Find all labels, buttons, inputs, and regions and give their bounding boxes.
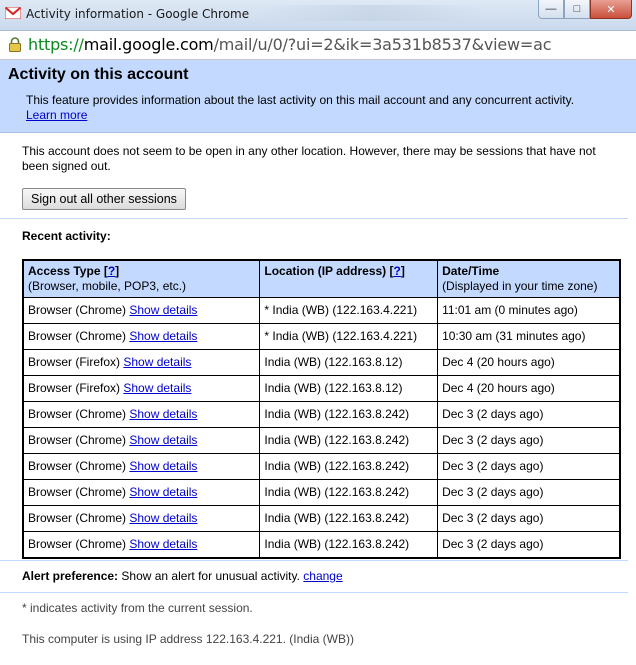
- show-details-link[interactable]: Show details: [129, 459, 198, 473]
- location-header: [260, 260, 438, 298]
- access-type-cell: [23, 324, 260, 350]
- show-details-link[interactable]: Show details: [129, 303, 198, 317]
- datetime-header-label: Date/Time: [442, 264, 500, 278]
- datetime-cell: Dec 3 (2 days ago): [438, 402, 620, 428]
- activity-rows: [23, 298, 620, 559]
- access-type-text: Browser (Firefox): [28, 355, 121, 369]
- location-cell: India (WB) (122.163.8.242): [260, 506, 438, 532]
- url-text[interactable]: [28, 35, 551, 54]
- access-type-cell: [23, 298, 260, 324]
- show-details-link[interactable]: Show details: [129, 329, 198, 343]
- show-details-link[interactable]: Show details: [123, 381, 192, 395]
- location-cell: India (WB) (122.163.8.242): [260, 402, 438, 428]
- datetime-header: [438, 260, 620, 298]
- location-help-link[interactable]: ?: [393, 264, 401, 278]
- alert-preference-label: Alert preference:: [22, 569, 119, 583]
- access-type-text: Browser (Chrome): [28, 485, 127, 499]
- close-button[interactable]: ✕: [590, 0, 632, 19]
- access-type-cell: [23, 480, 260, 506]
- page-title: Activity on this account: [8, 66, 189, 83]
- access-type-text: Browser (Chrome): [28, 459, 127, 473]
- datetime-cell: Dec 4 (20 hours ago): [438, 376, 620, 402]
- maximize-button[interactable]: □: [564, 0, 590, 19]
- location-cell: India (WB) (122.163.8.242): [260, 480, 438, 506]
- description-text: This feature provides information about the last activity on this mail account and any concurrent activity.: [26, 93, 575, 107]
- table-row: [23, 324, 620, 350]
- datetime-cell: Dec 3 (2 days ago): [438, 454, 620, 480]
- location-cell: India (WB) (122.163.8.242): [260, 532, 438, 559]
- url-path: /mail/u/0/?ui=2&ik=3a531b8537&view=ac: [213, 35, 552, 54]
- window-titlebar[interactable]: [0, 0, 636, 31]
- header-band: [0, 60, 636, 133]
- table-row: [23, 376, 620, 402]
- table-row: [23, 532, 620, 559]
- minimize-button[interactable]: —: [538, 0, 564, 19]
- access-type-text: Browser (Chrome): [28, 433, 127, 447]
- location-cell: * India (WB) (122.163.4.221): [260, 324, 438, 350]
- header-description: [26, 93, 626, 123]
- table-row: [23, 350, 620, 376]
- location-cell: India (WB) (122.163.8.12): [260, 376, 438, 402]
- table-row: [23, 428, 620, 454]
- alert-preference-text: Show an alert for unusual activity.: [121, 569, 300, 583]
- access-type-cell: [23, 428, 260, 454]
- datetime-cell: Dec 3 (2 days ago): [438, 506, 620, 532]
- window-controls: [538, 0, 632, 19]
- table-row: [23, 402, 620, 428]
- access-type-cell: [23, 506, 260, 532]
- access-type-cell: [23, 532, 260, 559]
- window-title: Activity information - Google Chrome: [26, 7, 250, 21]
- access-type-cell: [23, 376, 260, 402]
- lock-icon: [8, 37, 22, 52]
- show-details-link[interactable]: Show details: [129, 537, 198, 551]
- background-tab-ghost: [258, 5, 488, 21]
- divider: [0, 560, 628, 561]
- show-details-link[interactable]: Show details: [129, 485, 198, 499]
- datetime-cell: Dec 3 (2 days ago): [438, 480, 620, 506]
- location-header-label: Location (IP address) [: [264, 264, 394, 278]
- table-row: [23, 454, 620, 480]
- table-row: [23, 298, 620, 324]
- divider: [0, 592, 628, 593]
- table-row: [23, 480, 620, 506]
- access-type-help-link[interactable]: ?: [107, 264, 116, 278]
- access-type-text: Browser (Firefox): [28, 381, 121, 395]
- show-details-link[interactable]: Show details: [129, 511, 198, 525]
- current-ip-note: This computer is using IP address 122.163.4.221. (India (WB)): [22, 632, 354, 646]
- show-details-link[interactable]: Show details: [129, 407, 198, 421]
- access-type-text: Browser (Chrome): [28, 537, 127, 551]
- activity-table: [22, 259, 621, 559]
- access-type-header-label: Access Type [: [28, 264, 108, 278]
- location-cell: India (WB) (122.163.8.12): [260, 350, 438, 376]
- datetime-subheader: (Displayed in your time zone): [442, 279, 598, 293]
- bracket-close: ]: [115, 264, 120, 278]
- datetime-cell: 11:01 am (0 minutes ago): [438, 298, 620, 324]
- access-type-text: Browser (Chrome): [28, 329, 127, 343]
- alert-preference: [22, 569, 343, 583]
- url-host: mail.google.com: [83, 35, 214, 54]
- table-row: [23, 506, 620, 532]
- location-cell: * India (WB) (122.163.4.221): [260, 298, 438, 324]
- access-type-text: Browser (Chrome): [28, 511, 127, 525]
- address-bar[interactable]: [0, 31, 636, 60]
- table-header-row: [23, 260, 620, 298]
- datetime-cell: 10:30 am (31 minutes ago): [438, 324, 620, 350]
- access-type-cell: [23, 402, 260, 428]
- access-type-cell: [23, 350, 260, 376]
- session-status-text: This account does not seem to be open in any other location. However, there may be sessions that have not been signed out.: [22, 144, 596, 173]
- page-content: [0, 60, 636, 665]
- location-cell: India (WB) (122.163.8.242): [260, 428, 438, 454]
- access-type-text: Browser (Chrome): [28, 407, 127, 421]
- bracket-close: ]: [400, 264, 405, 278]
- sign-out-all-sessions-button[interactable]: Sign out all other sessions: [22, 188, 186, 210]
- datetime-cell: Dec 4 (20 hours ago): [438, 350, 620, 376]
- divider: [0, 218, 628, 219]
- change-alert-link[interactable]: change: [303, 569, 343, 583]
- learn-more-link[interactable]: Learn more: [26, 108, 88, 122]
- current-session-footnote: * indicates activity from the current session.: [22, 601, 253, 615]
- url-scheme: https://: [28, 35, 84, 54]
- access-type-subheader: (Browser, mobile, POP3, etc.): [28, 279, 187, 293]
- datetime-cell: Dec 3 (2 days ago): [438, 532, 620, 559]
- access-type-text: Browser (Chrome): [28, 303, 127, 317]
- show-details-link[interactable]: Show details: [123, 355, 192, 369]
- show-details-link[interactable]: Show details: [129, 433, 198, 447]
- datetime-cell: Dec 3 (2 days ago): [438, 428, 620, 454]
- access-type-cell: [23, 454, 260, 480]
- location-cell: India (WB) (122.163.8.242): [260, 454, 438, 480]
- access-type-header: [23, 260, 260, 298]
- gmail-icon: [5, 7, 21, 19]
- recent-activity-label: Recent activity:: [22, 229, 111, 243]
